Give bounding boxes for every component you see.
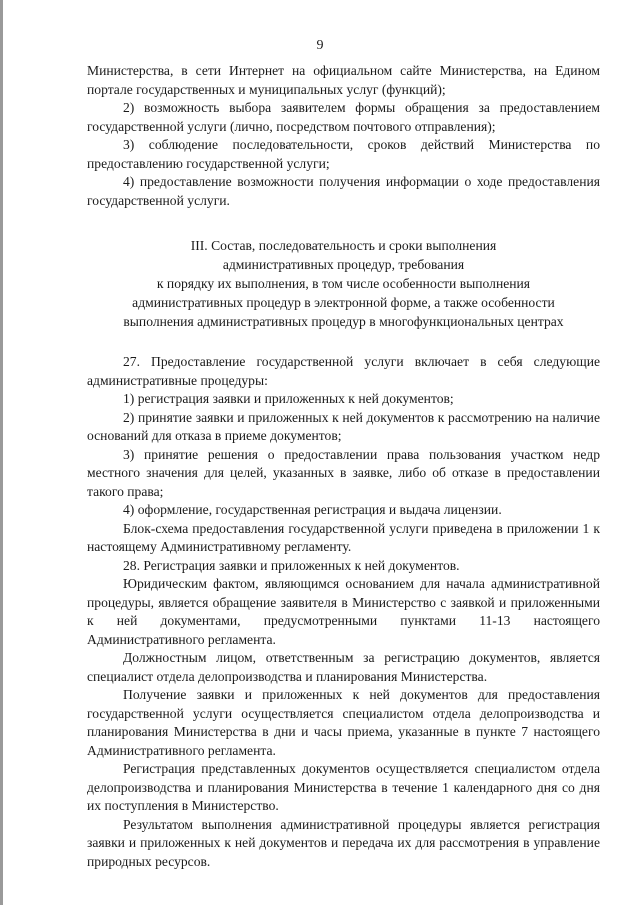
paragraph: Блок-схема предоставления государственной услуги приведена в приложении 1 к настоящему Административному регламенту. — [87, 520, 600, 554]
list-item: 4) оформление, государственная регистрация и выдача лицензии. — [123, 502, 502, 517]
list-item: 3) принятие решения о предоставлении права пользования участком недр местного значения для целей, указанных в заявке, либо об отказе в предоставлении такого права; — [87, 446, 600, 499]
paragraph: Результатом выполнения административной процедуры является регистрация заявки и приложенных к ней документов и передача их для рассмотрения в управление природных ресурсов. — [87, 816, 600, 869]
section-title-line: к порядку их выполнения, в том числе особенности выполнения — [156, 276, 531, 291]
scan-edge — [0, 0, 3, 905]
paragraph: 28. Регистрация заявки и приложенных к ней документов. — [123, 557, 460, 573]
paragraph: Юридическим фактом, являющимся основанием для начала административной процедуры, является обращение заявителя в Министерство с заявкой и приложенными к ней документами, предусмотренными пунктами 11-13 настоящего Административного регламента. — [87, 576, 600, 647]
list-item: 3) соблюдение последовательности, сроков действий Министерства по предоставлению государственной услуги; — [87, 137, 600, 171]
list-item: 2) возможность выбора заявителем формы обращения за предоставлением государственной услуги (лично, посредством почтового отправления); — [87, 100, 600, 134]
section-title-line: административных процедур в электронной форме, а также особенности — [132, 295, 555, 310]
paragraph: 27. Предоставление государственной услуги включает в себя следующие административные процедуры: — [87, 354, 600, 388]
list-item: 2) принятие заявки и приложенных к ней документов к рассмотрению на наличие оснований для отказа в приеме документов; — [87, 409, 600, 443]
section-title-line: административных процедур, требования — [222, 257, 465, 272]
list-item: 1) регистрация заявки и приложенных к ней документов; — [123, 391, 454, 406]
paragraph: Получение заявки и приложенных к ней документов для предоставления государственной услуги осуществляется специалистом отдела делопроизводства и планирования Министерства в дни и часы приема, указанные в пункте 7 настоящего Административного регламента. — [87, 687, 600, 758]
section-title-line: выполнения административных процедур в многофункциональных центрах — [123, 314, 564, 329]
list-item: 4) предоставление возможности получения информации о ходе предоставления государственной услуги. — [87, 174, 600, 208]
paragraph: Должностным лицом, ответственным за регистрацию документов, является специалист отдела делопроизводства и планирования Министерства. — [87, 650, 600, 684]
paragraph-continuation: Министерства, в сети Интернет на официальном сайте Министерства, на Едином портале государственных и муниципальных услуг (функций); — [87, 63, 600, 97]
page-number: 9 — [316, 38, 324, 53]
document-body — [87, 62, 600, 871]
section-title-line: III. Состав, последовательность и сроки выполнения — [190, 238, 497, 253]
section-title — [87, 236, 600, 331]
paragraph: Регистрация представленных документов осуществляется специалистом отдела делопроизводства и планирования Министерства в течение 1 календарного дня со дня их поступления в Министерство. — [87, 761, 600, 813]
